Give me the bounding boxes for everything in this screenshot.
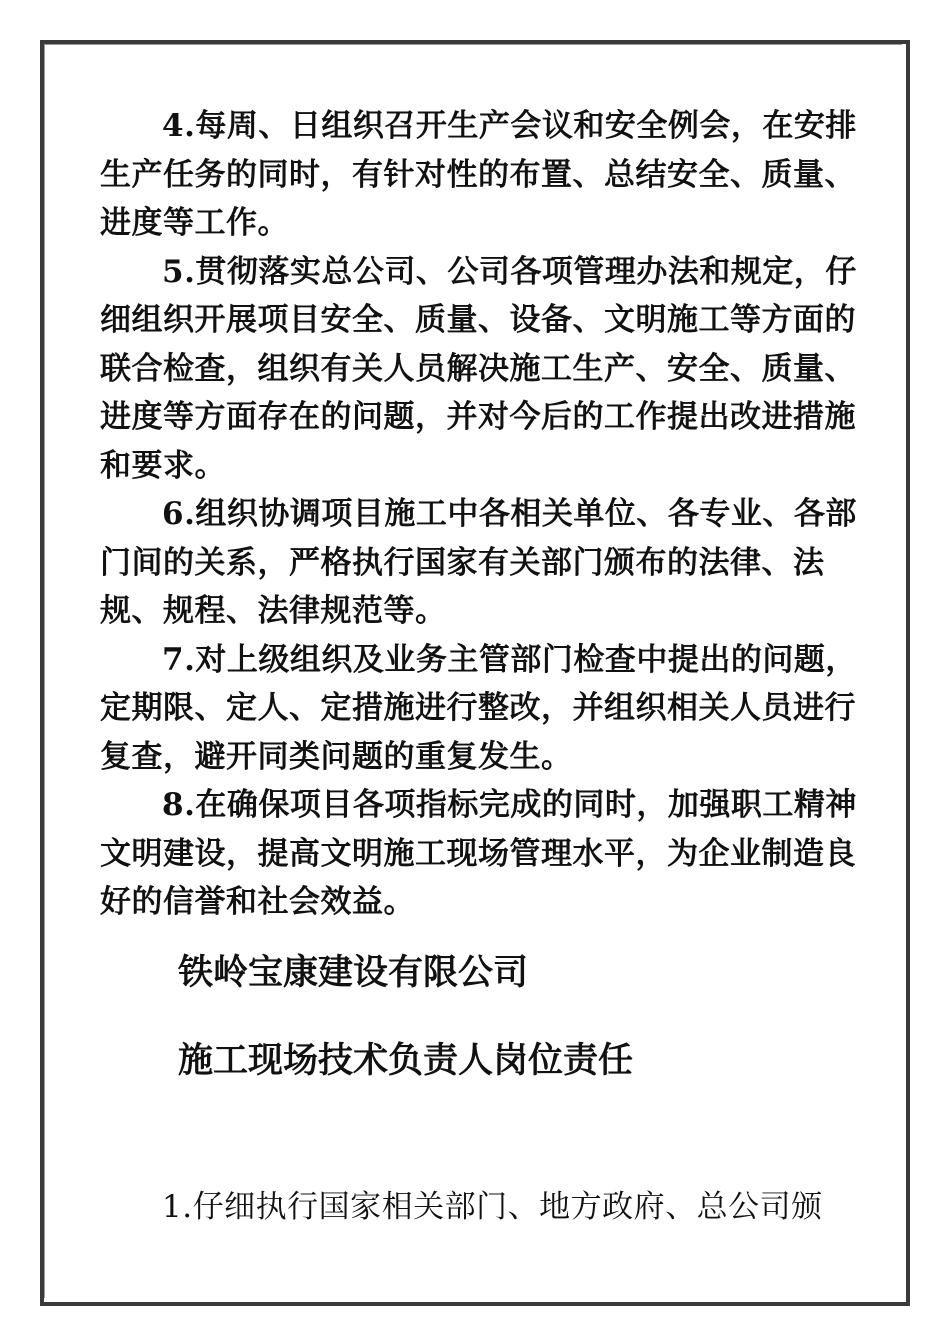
- paragraph-item-6: 6.组织协调项目施工中各相关单位、各专业、各部门间的关系，严格执行国家有关部门颁布的法律、法规、规程、法律规范等。: [100, 496, 857, 629]
- paragraph-item-4: 4.每周、日组织召开生产会议和安全例会，在安排生产任务的同时，有针对性的布置、总结安全、质量、进度等工作。: [100, 108, 857, 241]
- paragraph-item-7: 7.对上级组织及业务主管部门检查中提出的问题，定期限、定人、定措施进行整改，并组织相关人员进行复查，避开同类问题的重复发生。: [100, 641, 857, 775]
- paragraph-item-1: 1.仔细执行国家相关部门、地方政府、总公司颁: [162, 1188, 823, 1225]
- company-name: 铁岭宝康建设有限公司: [178, 952, 529, 993]
- document-body: [100, 102, 860, 1231]
- section-title: 施工现场技术负责人岗位责任: [178, 1040, 634, 1081]
- paragraph-item-5: 5.贯彻落实总公司、公司各项管理办法和规定，仔细组织开展项目安全、质量、设备、文明施工等方面的联合检查，组织有关人员解决施工生产、安全、质量、进度等方面存在的问题，并对今后的工作提出改进措施和要求。: [100, 253, 857, 484]
- paragraph-item-8: 8.在确保项目各项指标完成的同时，加强职工精神文明建设，提高文明施工现场管理水平，为企业制造良好的信誉和社会效益。: [100, 787, 857, 920]
